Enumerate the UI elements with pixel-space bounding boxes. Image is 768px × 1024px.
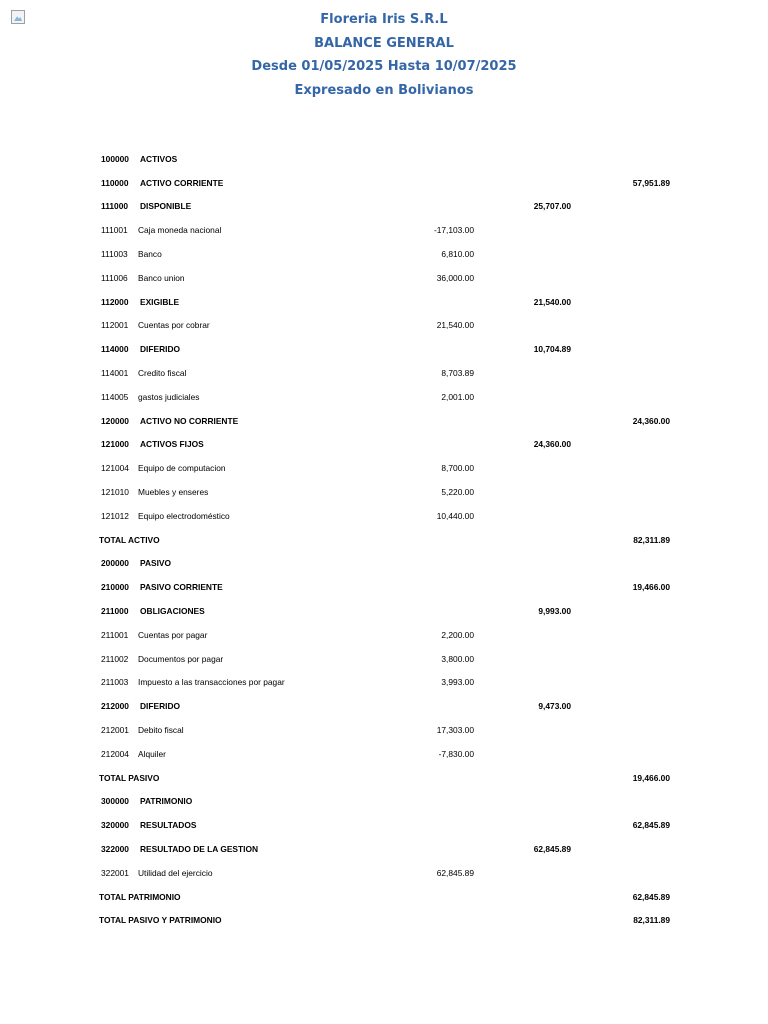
account-name: Credito fiscal <box>138 368 187 379</box>
account-code: 112000 <box>101 296 129 307</box>
amount-detail: 8,703.89 <box>441 368 474 379</box>
amount-subtotal: 24,360.00 <box>533 439 571 450</box>
total-row <box>0 885 768 909</box>
account-name: EXIGIBLE <box>140 296 180 307</box>
account-row <box>0 218 768 242</box>
account-code: 111000 <box>101 201 129 212</box>
account-code: 111006 <box>101 272 128 283</box>
total-row <box>0 766 768 790</box>
account-code: 212001 <box>101 725 129 736</box>
account-row <box>0 242 768 266</box>
account-code: 212000 <box>101 701 129 712</box>
total-row <box>0 909 768 933</box>
account-name: ACTIVO CORRIENTE <box>140 177 224 188</box>
amount-detail: 5,220.00 <box>441 487 474 498</box>
account-code: 114005 <box>101 391 129 402</box>
account-name: Banco union <box>138 272 185 283</box>
account-code: 211000 <box>101 606 129 617</box>
group-row <box>0 694 768 718</box>
group-row <box>0 790 768 814</box>
account-name: Documentos por pagar <box>138 653 224 664</box>
group-row <box>0 290 768 314</box>
account-name: PASIVO <box>140 558 172 569</box>
account-name: Muebles y enseres <box>138 487 209 498</box>
account-name: gastos judiciales <box>138 391 200 402</box>
group-row <box>0 599 768 623</box>
account-row <box>0 647 768 671</box>
account-name: Caja moneda nacional <box>138 225 222 236</box>
account-code: 121012 <box>101 510 129 521</box>
amount-detail: -7,830.00 <box>438 748 474 759</box>
account-code: 211001 <box>101 629 129 640</box>
account-name: ACTIVOS <box>140 153 178 164</box>
account-code: 111001 <box>101 225 128 236</box>
group-row <box>0 837 768 861</box>
account-name: Utilidad del ejercicio <box>138 867 213 878</box>
account-code: 120000 <box>101 415 129 426</box>
account-row <box>0 718 768 742</box>
account-name: Cuentas por pagar <box>138 629 208 640</box>
amount-detail: 2,001.00 <box>441 391 474 402</box>
account-name: ACTIVOS FIJOS <box>140 439 204 450</box>
account-code: 112001 <box>101 320 129 331</box>
report-currency: Expresado en Bolivianos <box>294 82 474 98</box>
account-name: Alquiler <box>138 748 166 759</box>
account-name: ACTIVO NO CORRIENTE <box>140 415 239 426</box>
account-code: 322001 <box>101 867 129 878</box>
account-row <box>0 266 768 290</box>
account-code: 111003 <box>101 249 128 260</box>
amount-detail: 6,810.00 <box>441 249 474 260</box>
company-name: Floreria Iris S.R.L <box>320 12 448 27</box>
account-code: 211002 <box>101 653 129 664</box>
amount-total: 62,845.89 <box>632 820 670 831</box>
report-period: Desde 01/05/2025 Hasta 10/07/2025 <box>251 59 517 74</box>
account-code: 100000 <box>101 153 129 164</box>
report-header <box>0 8 768 102</box>
account-row <box>0 623 768 647</box>
group-row <box>0 813 768 837</box>
account-code: 114001 <box>101 368 129 379</box>
amount-subtotal: 10,704.89 <box>533 344 571 355</box>
group-row <box>0 552 768 576</box>
amount-detail: 3,993.00 <box>441 677 474 688</box>
account-row <box>0 671 768 695</box>
amount-detail: -17,103.00 <box>433 225 474 236</box>
amount-total: 62,845.89 <box>632 891 670 902</box>
group-row <box>0 171 768 195</box>
total-label: TOTAL ACTIVO <box>99 534 160 545</box>
group-row <box>0 575 768 599</box>
account-code: 121000 <box>101 439 129 450</box>
amount-total: 19,466.00 <box>632 772 670 783</box>
group-row <box>0 409 768 433</box>
amount-total: 19,466.00 <box>632 582 670 593</box>
group-row <box>0 337 768 361</box>
account-name: Impuesto a las transacciones por pagar <box>138 677 285 688</box>
account-name: DIFERIDO <box>140 701 181 712</box>
group-row <box>0 433 768 457</box>
account-row <box>0 361 768 385</box>
amount-detail: 8,700.00 <box>441 463 474 474</box>
account-name: RESULTADO DE LA GESTION <box>140 844 259 854</box>
account-code: 210000 <box>101 582 129 593</box>
account-code: 320000 <box>101 820 129 831</box>
amount-detail: 10,440.00 <box>436 510 474 521</box>
account-row <box>0 480 768 504</box>
account-name: DIFERIDO <box>140 344 181 355</box>
account-code: 110000 <box>101 177 129 188</box>
account-name: PASIVO CORRIENTE <box>140 582 223 593</box>
account-row <box>0 385 768 409</box>
group-row <box>0 195 768 219</box>
amount-subtotal: 9,473.00 <box>538 701 571 712</box>
account-name: Equipo electrodoméstico <box>138 510 230 521</box>
total-label: TOTAL PASIVO <box>99 772 160 783</box>
account-code: 211003 <box>101 677 129 688</box>
account-name: Equipo de computacion <box>138 463 226 474</box>
account-name: OBLIGACIONES <box>140 606 205 617</box>
amount-subtotal: 21,540.00 <box>533 296 571 307</box>
amount-detail: 21,540.00 <box>436 320 474 331</box>
account-name: RESULTADOS <box>140 820 197 831</box>
total-label: TOTAL PASIVO Y PATRIMONIO <box>99 915 222 926</box>
account-name: DISPONIBLE <box>140 201 192 212</box>
amount-detail: 62,845.89 <box>436 867 474 878</box>
account-code: 212004 <box>101 748 129 759</box>
amount-total: 82,311.89 <box>633 915 670 926</box>
amount-detail: 2,200.00 <box>441 629 474 640</box>
account-row <box>0 861 768 885</box>
balance-table <box>0 147 768 932</box>
amount-subtotal: 9,993.00 <box>538 606 571 617</box>
group-row <box>0 147 768 171</box>
amount-subtotal: 62,845.89 <box>533 844 571 854</box>
account-row <box>0 742 768 766</box>
amount-total: 24,360.00 <box>632 415 670 426</box>
account-name: PATRIMONIO <box>140 796 193 807</box>
total-row <box>0 528 768 552</box>
account-code: 200000 <box>101 558 129 569</box>
account-name: Debito fiscal <box>138 725 184 736</box>
account-row <box>0 314 768 338</box>
amount-total: 82,311.89 <box>633 534 670 545</box>
account-code: 121004 <box>101 463 129 474</box>
account-name: Banco <box>138 249 162 260</box>
amount-detail: 17,303.00 <box>436 725 474 736</box>
amount-subtotal: 25,707.00 <box>533 201 571 212</box>
total-label: TOTAL PATRIMONIO <box>99 891 181 902</box>
account-code: 121010 <box>101 487 129 498</box>
account-code: 114000 <box>101 344 129 355</box>
amount-detail: 36,000.00 <box>436 272 474 283</box>
account-name: Cuentas por cobrar <box>138 320 210 331</box>
amount-detail: 3,800.00 <box>441 653 474 664</box>
account-code: 322000 <box>101 844 129 854</box>
account-row <box>0 504 768 528</box>
account-row <box>0 456 768 480</box>
amount-total: 57,951.89 <box>632 177 670 188</box>
account-code: 300000 <box>101 796 129 807</box>
report-title: BALANCE GENERAL <box>314 35 454 51</box>
